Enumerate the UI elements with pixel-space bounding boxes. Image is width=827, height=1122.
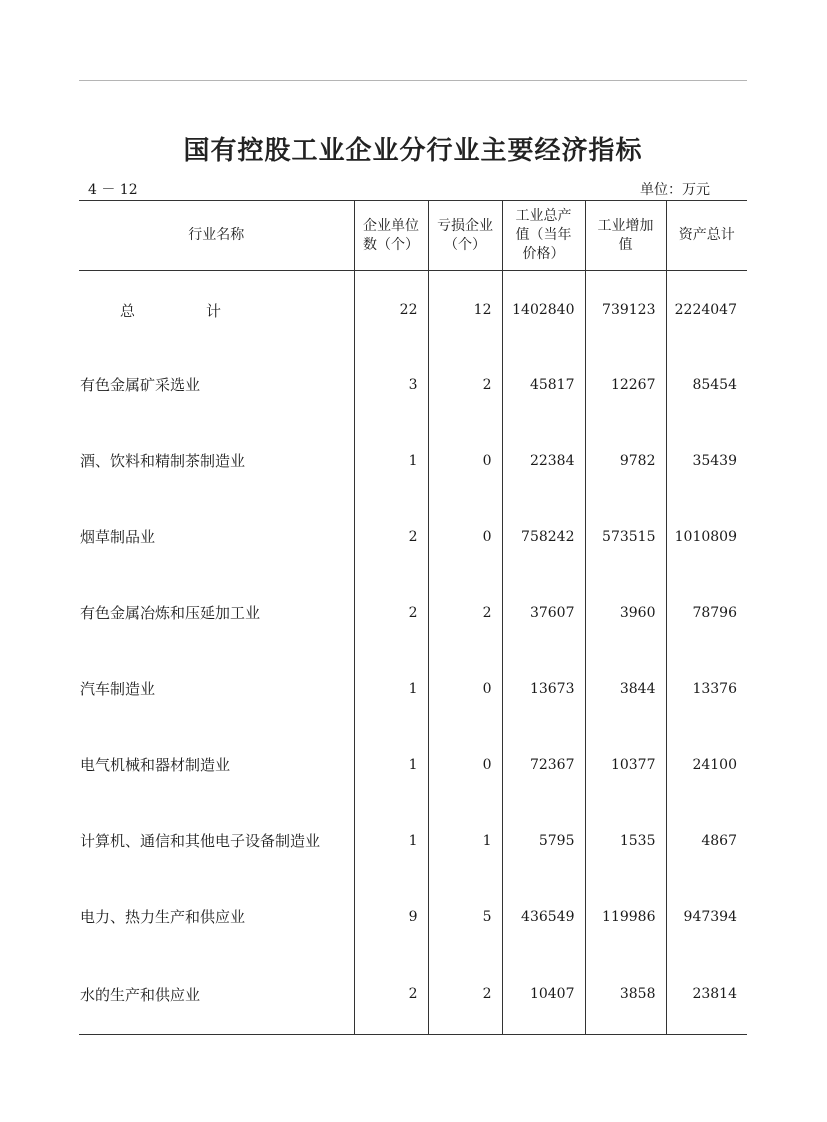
row-name: 计算机、通信和其他电子设备制造业 xyxy=(80,832,321,850)
cell-assets: 35439 xyxy=(666,423,747,499)
cell-loss: 0 xyxy=(428,727,502,803)
cell-assets: 2224047 xyxy=(666,271,747,347)
row-name: 电力、热力生产和供应业 xyxy=(80,908,246,926)
header-value-added xyxy=(585,201,666,271)
table-row-total xyxy=(79,271,747,347)
cell-output: 1402840 xyxy=(502,271,585,347)
cell-assets: 4867 xyxy=(666,803,747,879)
cell-output: 10407 xyxy=(502,955,585,1035)
row-name: 水的生产和供应业 xyxy=(79,955,354,1035)
row-name: 有色金属矿采选业 xyxy=(80,376,201,394)
cell-output: 72367 xyxy=(502,727,585,803)
cell-value-added: 3960 xyxy=(585,575,666,651)
cell-enterprises: 2 xyxy=(354,499,428,575)
cell-value-added: 573515 xyxy=(585,499,666,575)
table-row xyxy=(79,803,747,879)
table-row xyxy=(79,727,747,803)
row-name: 酒、饮料和精制茶制造业 xyxy=(80,452,246,470)
header-line: 值 xyxy=(618,236,633,253)
cell-output: 37607 xyxy=(502,575,585,651)
table-row xyxy=(79,347,747,423)
header-total-assets: 资产总计 xyxy=(666,201,747,271)
table-row xyxy=(79,955,747,1035)
cell-enterprises: 22 xyxy=(354,271,428,347)
table-row xyxy=(79,499,747,575)
cell-loss: 0 xyxy=(428,651,502,727)
header-loss-making xyxy=(428,201,502,271)
cell-loss: 2 xyxy=(428,347,502,423)
cell-output: 22384 xyxy=(502,423,585,499)
cell-loss: 2 xyxy=(428,575,502,651)
cell-output: 13673 xyxy=(502,651,585,727)
row-name: 汽车制造业 xyxy=(80,680,156,698)
cell-enterprises: 2 xyxy=(354,575,428,651)
cell-value-added: 12267 xyxy=(585,347,666,423)
row-name: 有色金属冶炼和压延加工业 xyxy=(80,604,261,622)
header-industry-name: 行业名称 xyxy=(79,201,354,271)
cell-output: 436549 xyxy=(502,879,585,955)
cell-loss: 2 xyxy=(428,955,502,1035)
cell-enterprises: 3 xyxy=(354,347,428,423)
row-name: 电气机械和器材制造业 xyxy=(80,756,231,774)
cell-assets: 78796 xyxy=(666,575,747,651)
page-title: 国有控股工业企业分行业主要经济指标 xyxy=(183,136,643,166)
cell-loss: 12 xyxy=(428,271,502,347)
top-rule xyxy=(79,80,747,81)
cell-enterprises: 1 xyxy=(354,423,428,499)
table-row xyxy=(79,651,747,727)
header-line: 价格） xyxy=(522,246,565,262)
table-row xyxy=(79,423,747,499)
cell-output: 758242 xyxy=(502,499,585,575)
cell-enterprises: 1 xyxy=(354,727,428,803)
cell-enterprises: 9 xyxy=(354,879,428,955)
cell-value-added: 3844 xyxy=(585,651,666,727)
cell-output: 5795 xyxy=(502,803,585,879)
cell-assets: 85454 xyxy=(666,347,747,423)
header-line: 亏损企业 xyxy=(437,217,493,234)
cell-enterprises: 1 xyxy=(354,803,428,879)
cell-assets: 1010809 xyxy=(666,499,747,575)
header-line: 工业总产 xyxy=(515,208,572,224)
cell-assets: 24100 xyxy=(666,727,747,803)
indicator-table xyxy=(79,200,747,1035)
cell-assets: 23814 xyxy=(666,955,747,1035)
cell-output: 45817 xyxy=(502,347,585,423)
header-line: 工业增加 xyxy=(597,217,654,234)
cell-value-added: 10377 xyxy=(585,727,666,803)
cell-assets: 947394 xyxy=(666,879,747,955)
row-name: 总 计 xyxy=(120,301,250,320)
cell-enterprises: 2 xyxy=(354,955,428,1035)
cell-value-added: 119986 xyxy=(585,879,666,955)
header-line: 值（当年 xyxy=(515,227,572,243)
header-gross-output xyxy=(502,201,585,271)
header-line: 企业单位 xyxy=(363,217,419,234)
header-line: 数（个） xyxy=(363,236,419,253)
cell-value-added: 9782 xyxy=(585,423,666,499)
header-row xyxy=(79,201,747,271)
cell-enterprises: 1 xyxy=(354,651,428,727)
cell-loss: 5 xyxy=(428,879,502,955)
cell-value-added: 1535 xyxy=(585,803,666,879)
unit-label: 单位：万元 xyxy=(640,182,710,198)
cell-value-added: 739123 xyxy=(585,271,666,347)
table-number: 4 － 12 xyxy=(88,182,138,198)
cell-loss: 0 xyxy=(428,423,502,499)
header-enterprise-count xyxy=(354,201,428,271)
table-row xyxy=(79,575,747,651)
table-row xyxy=(79,879,747,955)
cell-value-added: 3858 xyxy=(585,955,666,1035)
row-name: 烟草制品业 xyxy=(80,528,156,546)
header-line: （个） xyxy=(444,236,486,253)
cell-assets: 13376 xyxy=(666,651,747,727)
cell-loss: 1 xyxy=(428,803,502,879)
cell-loss: 0 xyxy=(428,499,502,575)
